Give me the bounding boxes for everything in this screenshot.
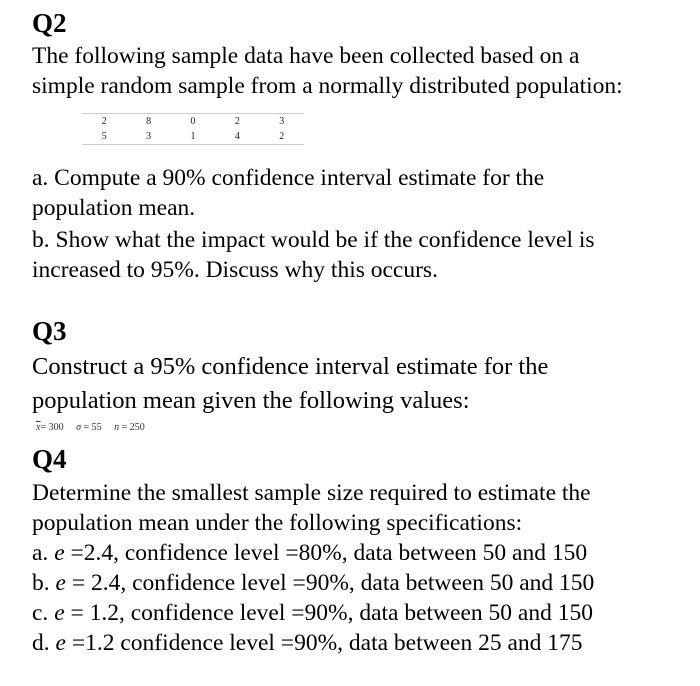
xbar-symbol: $\overline{x}$: [36, 422, 41, 433]
q3-text-line-2: population mean given the following values:: [32, 387, 470, 414]
q4-text: [32, 478, 594, 658]
table-cell: 2: [215, 114, 259, 130]
sample-data-table: [82, 113, 304, 145]
q4-text-line-2: population mean under the following specifications:: [32, 510, 523, 536]
table-cell: 2: [82, 114, 126, 130]
table-row: [82, 129, 304, 145]
given-values: [36, 422, 155, 433]
q4-heading: Q4: [32, 444, 67, 474]
given-sigma: [76, 422, 102, 433]
q4-item-d: [32, 628, 594, 658]
q2-intro-line-2: simple random sample from a normally distributed population:: [32, 73, 623, 99]
given-n: [114, 422, 145, 433]
item-prefix: a.: [32, 540, 55, 566]
q3-text: [32, 350, 548, 418]
q2-part-b: [32, 225, 595, 285]
item-var: e: [55, 630, 66, 656]
given-xbar: [36, 422, 64, 433]
table-cell: 8: [126, 114, 170, 130]
item-prefix: b.: [32, 570, 56, 596]
q3-heading: Q3: [32, 316, 67, 346]
table-cell: 4: [215, 129, 259, 145]
q2-heading: Q2: [32, 8, 67, 38]
item-var: e: [54, 600, 65, 626]
n-value: = 250: [121, 422, 145, 433]
sigma-symbol: σ: [76, 422, 82, 433]
table-cell: 5: [82, 129, 126, 145]
table-cell: 2: [260, 129, 304, 145]
q2-part-b-line-1: b. Show what the impact would be if the confidence level is: [32, 227, 595, 253]
q4-item-b: [32, 568, 594, 598]
q4-text-line-1: Determine the smallest sample size required to estimate the: [32, 480, 591, 506]
q2-part-b-line-2: increased to 95%. Discuss why this occurs.: [32, 257, 438, 283]
q4-item-c: [32, 598, 594, 628]
table-cell: 0: [171, 114, 215, 130]
item-var: e: [54, 540, 65, 566]
table-cell: 3: [126, 129, 170, 145]
q2-part-a-line-1: a. Compute a 90% confidence interval estimate for the: [32, 165, 545, 191]
item-prefix: d.: [32, 630, 56, 656]
item-rest: = 2.4, confidence level =90%, data between 50 and 150: [65, 570, 595, 596]
table-cell: 3: [260, 114, 304, 130]
q4-item-a: [32, 538, 594, 568]
item-rest: =1.2 confidence level =90%, data between 25 and 175: [65, 630, 583, 656]
sigma-value: = 55: [83, 422, 102, 433]
q2-intro-line-1: The following sample data have been collected based on a: [32, 43, 580, 69]
table-cell: 1: [171, 129, 215, 145]
q2-part-a: [32, 163, 544, 223]
q3-text-line-1: Construct a 95% confidence interval estimate for the: [32, 353, 549, 380]
q2-part-a-line-2: population mean.: [32, 195, 196, 221]
n-symbol: n: [114, 422, 120, 433]
item-rest: =2.4, confidence level =80%, data between 50 and 150: [64, 540, 588, 566]
xbar-value: = 300: [40, 422, 64, 433]
item-var: e: [55, 570, 66, 596]
table-row: [82, 114, 304, 130]
item-prefix: c.: [32, 600, 55, 626]
item-rest: = 1.2, confidence level =90%, data between 50 and 150: [64, 600, 593, 626]
q2-intro: [32, 41, 623, 101]
